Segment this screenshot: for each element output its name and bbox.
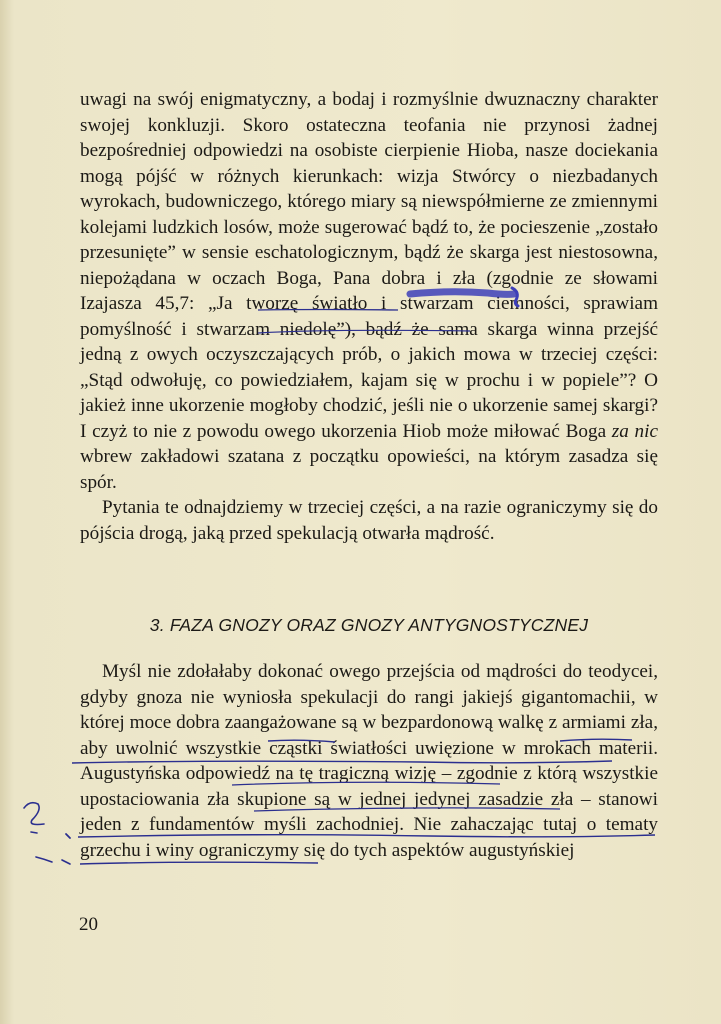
page-number: 20	[79, 914, 98, 935]
margin-tick-2	[62, 860, 70, 864]
paragraph-3-text: Myśl nie zdołałaby dokonać owego przejścia od mądrości do teodycei, gdyby gnoza nie wyniosła spekulacji do rangi jakiejś gigantomachii, w której moce dobra zaangażowane są w bezpardonową walkę z armiami zła, aby uwolnić wszystkie cząstki światłości uwięzione w mrokach materii. Augustyńska odpowiedź na tę tragiczną wizję – zgodnie z którą wszystkie upostaciowania zła skupione są w jednej jedynej zasadzie zła – stanowi jeden z fundamentów myśli zachodniej. Nie zahaczając tutaj o tematy grzechu i winy ograniczymy się do tych aspektów augustyńskiej	[80, 661, 658, 861]
paragraph-1	[80, 87, 658, 495]
paragraph-1-text-a: uwagi na swój enigmatyczny, a bodaj i rozmyślnie dwuznaczny charakter swojej konkluzji. Skoro ostateczna teofania nie przynosi żadnej bezpośredniej odpowiedzi na osobiste cierpienie Hioba, nasze dociekania mogą pójść w różnych kierunkach: wizja Stwórcy o niezbadanych wyrokach, budowniczego, którego miary są niewspółmierne ze zmiennymi kolejami ludzkich losów, może sugerować bądź to, że pocieszenie „zostało przesunięte” w sensie eschatologicznym, bądź że skarga jest niestosowna, niepożądana w oczach Boga, Pana dobra i zła (zgodnie ze słowami Izajasza 45,7: „Ja tworzę światło i stwarzam ciemności, sprawiam pomyślność i stwarzam niedolę”), bądź że sama skarga winna przejść jedną z owych oczyszczających prób, o jakich mowa w trzeciej części: „Stąd odwołuję, co powiedziałem, kajam się w prochu i w popiele”? O jakież inne ukorzenie mogłoby chodzić, jeśli nie o ukorzenie samej skargi? I czyż to nie z powodu owego ukorzenia Hiob może miłować Boga	[80, 89, 658, 442]
margin-dash-2	[36, 857, 52, 862]
paragraph-3	[80, 659, 658, 863]
margin-dash-1	[31, 832, 37, 833]
top-text-block	[80, 87, 658, 546]
bottom-text-block	[80, 659, 658, 863]
paragraph-2-text: Pytania te odnajdziemy w trzeciej części, a na razie ograniczymy się do pójścia drogą, jaką przed spekulacją otwarła mądrość.	[80, 497, 658, 544]
paragraph-2	[80, 495, 658, 546]
paragraph-1-italic: za nic	[611, 420, 658, 442]
margin-tick-1	[66, 834, 70, 838]
paragraph-1-text-b: wbrew zakładowi szatana z początku opowieści, na którym zasadza się spór.	[80, 446, 658, 493]
section-heading: 3. FAZA GNOZY ORAZ GNOZY ANTYGNOSTYCZNEJ	[149, 615, 589, 635]
margin-mark-2	[24, 803, 44, 825]
